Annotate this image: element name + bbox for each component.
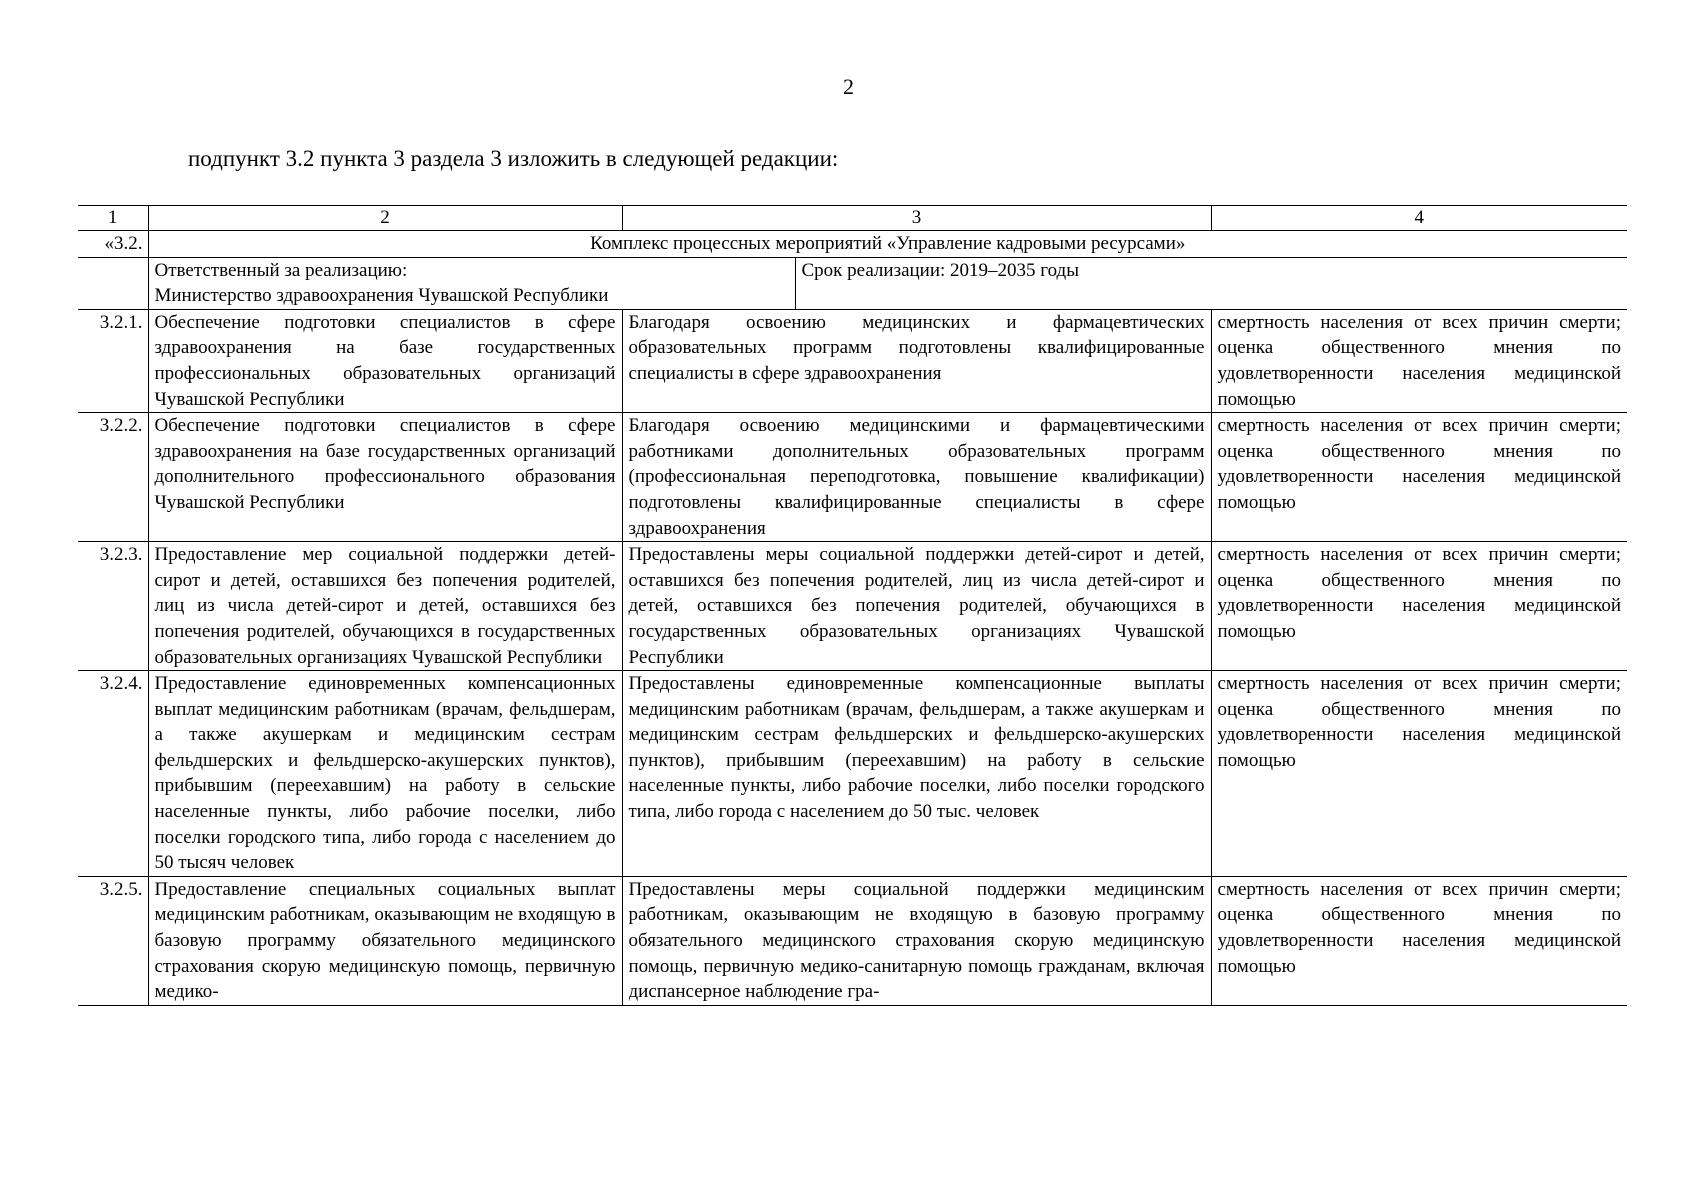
- header-col-1: 1: [78, 206, 148, 231]
- row-indicator: смертность населения от всех причин смерти; оценка общественного мнения по удовлетворенности населения медицинской помощью: [1211, 309, 1627, 412]
- row-indicator: смертность населения от всех причин смерти; оценка общественного мнения по удовлетворенности населения медицинской помощью: [1211, 542, 1627, 671]
- table-header-row: [78, 206, 1627, 231]
- row-task: Предоставление единовременных компенсационных выплат медицинским работникам (врачам, фельдшерам, а также акушеркам и медицинским сестрам фельдшерских и фельдшерско-акушерских пунктов), прибывшим (переехавшим) на работу в сельские населенные пункты, либо рабочие поселки, либо поселки городского типа, либо города с населением до 50 тысяч человек: [148, 671, 622, 877]
- table-row: [78, 542, 1627, 671]
- row-result: Благодаря освоению медицинскими и фармацевтическими работниками дополнительных образовательных программ (профессиональная переподготовка, повышение квалификации) подготовлены квалифицированные специалисты в сфере здравоохранения: [622, 413, 1211, 542]
- row-result: Предоставлены меры социальной поддержки детей-сирот и детей, оставшихся без попечения родителей, лиц из числа детей-сирот и детей, оставшихся без попечения родителей, обучающихся в государственных образовательных организациях Чувашской Республики: [622, 542, 1211, 671]
- row-number: 3.2.4.: [78, 671, 148, 877]
- intro-text: подпункт 3.2 пункта 3 раздела 3 изложить в следующей редакции:: [188, 146, 839, 171]
- header-col-2: 2: [148, 206, 622, 231]
- section-title-row: [78, 231, 1627, 258]
- row-result: Предоставлены меры социальной поддержки медицинским работникам, оказывающим не входящую в базовую программу обязательного медицинского страхования скорую медицинскую помощь, первичную медико-санитарную помощь гражданам, включая диспансерное наблюдение гра-: [628, 878, 1205, 1003]
- table-row: [78, 413, 1627, 542]
- row-task: Обеспечение подготовки специалистов в сфере здравоохранения на базе государственных организаций дополнительного профессионального образования Чувашской Республики: [148, 413, 622, 542]
- responsible-cell: [149, 258, 796, 309]
- row-task: Предоставление специальных социальных выплат медицинским работникам, оказывающим не входящую в базовую программу обязательного медицинского страхования скорую медицинскую помощь, первичную медико-: [154, 878, 616, 1003]
- section-title: Комплекс процессных мероприятий «Управление кадровыми ресурсами»: [148, 231, 1627, 258]
- responsible-ministry: Министерство здравоохранения Чувашской Республики: [154, 285, 609, 307]
- page-number: 2: [843, 74, 854, 99]
- table-row: [78, 671, 1627, 877]
- measures-table: [78, 205, 1627, 1006]
- row-indicator: смертность населения от всех причин смерти; оценка общественного мнения по удовлетворенности населения медицинской помощью: [1211, 671, 1627, 877]
- row-result: Благодаря освоению медицинских и фармацевтических образовательных программ подготовлены квалифицированные специалисты в сфере здравоохранения: [622, 309, 1211, 412]
- row-task: Предоставление мер социальной поддержки детей-сирот и детей, оставшихся без попечения родителей, лиц из числа детей-сирот и детей, оставшихся без попечения родителей, обучающихся в государственных образовательных организациях Чувашской Республики: [148, 542, 622, 671]
- responsible-label: Ответственный за реализацию:: [154, 259, 408, 281]
- row-number: 3.2.1.: [78, 309, 148, 412]
- section-number: «3.2.: [78, 231, 148, 258]
- row-task: Обеспечение подготовки специалистов в сфере здравоохранения на базе государственных профессиональных образовательных организаций Чувашской Республики: [148, 309, 622, 412]
- section-responsible-row: [78, 257, 1627, 309]
- row-indicator: смертность населения от всех причин смерти; оценка общественного мнения по удовлетворенности населения медицинской помощью: [1211, 413, 1627, 542]
- row-indicator: смертность населения от всех причин смерти; оценка общественного мнения по удовлетворенности населения медицинской помощью: [1217, 878, 1621, 977]
- row-number: 3.2.2.: [78, 413, 148, 542]
- row-number: 3.2.5.: [78, 876, 148, 1005]
- implementation-period: Срок реализации: 2019–2035 годы: [801, 259, 1079, 281]
- row-result: Предоставлены единовременные компенсационные выплаты медицинским работникам (врачам, фельдшерам, а также акушеркам и медицинским сестрам фельдшерских и фельдшерско-акушерских пунктов), прибывшим (переехавшим) на работу в сельские населенные пункты, либо рабочие поселки, либо поселки городского типа, либо города с населением до 50 тыс. человек: [622, 671, 1211, 877]
- table-row: [78, 876, 1627, 1005]
- header-col-4: 4: [1211, 206, 1627, 231]
- row-number: 3.2.3.: [78, 542, 148, 671]
- table-row: [78, 309, 1627, 412]
- header-col-3: 3: [622, 206, 1211, 231]
